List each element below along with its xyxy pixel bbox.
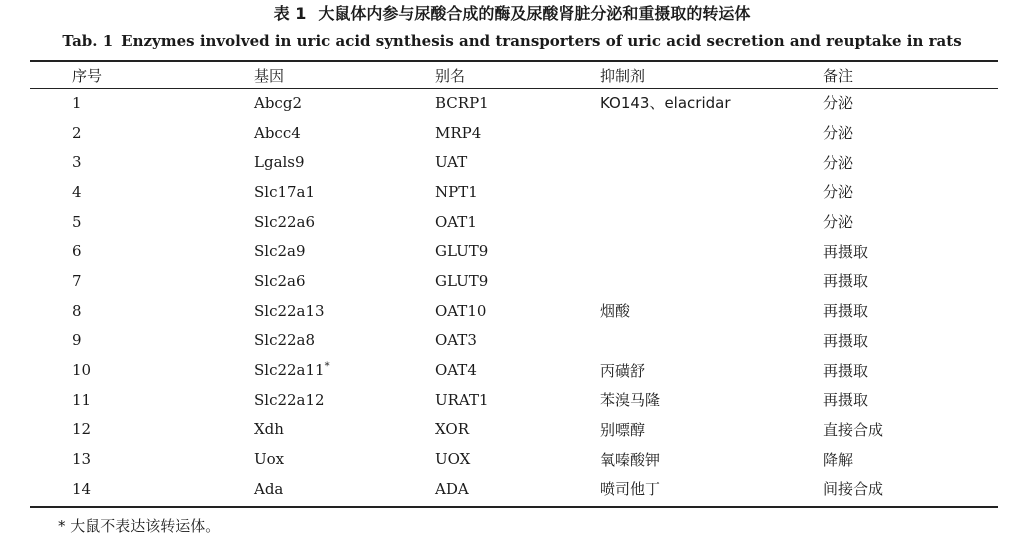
footnote: * 大鼠不表达该转运体。: [58, 517, 221, 535]
cell-serial-number: [30, 474, 210, 504]
cell-alias-text: OAT10: [435, 301, 487, 320]
cell-serial-number: [30, 444, 210, 474]
cell-alias: [390, 296, 555, 326]
cell-inhibitor: [555, 385, 780, 415]
cell-remarks: [780, 88, 998, 118]
cell-remarks: [780, 236, 998, 266]
cell-alias-text: ADA: [435, 479, 469, 498]
header-remarks: 备注: [823, 66, 854, 85]
cell-gene-text: Slc2a6: [254, 271, 306, 290]
table-row: [30, 296, 998, 326]
cell-serial-number-text: 8: [72, 301, 82, 320]
header-inhibitor: 抑制剂: [600, 66, 646, 85]
cell-remarks: [780, 355, 998, 385]
cell-serial-number: [30, 385, 210, 415]
cell-remarks-text: 分泌: [823, 124, 854, 143]
table-title-chinese: [0, 3, 1024, 25]
footnote-marker: *: [324, 361, 330, 373]
cell-gene: [210, 177, 390, 207]
bottom-rule: [30, 506, 998, 508]
cell-serial-number-text: 7: [72, 271, 82, 290]
cell-gene: [210, 444, 390, 474]
cell-alias-text: XOR: [435, 420, 470, 439]
cell-serial-number: [30, 326, 210, 356]
cell-alias-text: OAT4: [435, 361, 477, 380]
table-body: [30, 88, 998, 504]
cell-inhibitor-text: 别嘌醇: [600, 420, 646, 439]
cell-remarks: [780, 147, 998, 177]
cell-inhibitor-text: 苯溴马隆: [600, 391, 661, 410]
cell-inhibitor: [555, 444, 780, 474]
cell-remarks: [780, 266, 998, 296]
cell-remarks-text: 再摄取: [823, 391, 869, 410]
table-row: [30, 177, 998, 207]
cell-gene-text: Uox: [254, 450, 285, 469]
table-row: [30, 474, 998, 504]
cell-serial-number-text: 5: [72, 212, 82, 231]
table-row: [30, 415, 998, 445]
cell-inhibitor: [555, 147, 780, 177]
table-row: [30, 147, 998, 177]
cell-alias: [390, 326, 555, 356]
cell-serial-number: [30, 296, 210, 326]
header-alias: 别名: [435, 66, 466, 85]
cell-inhibitor: [555, 415, 780, 445]
cell-inhibitor: [555, 88, 780, 118]
cell-alias: [390, 207, 555, 237]
cell-serial-number-text: 6: [72, 242, 82, 261]
table-row: [30, 88, 998, 118]
cell-remarks: [780, 207, 998, 237]
cell-alias-text: OAT3: [435, 331, 477, 350]
cell-alias: [390, 118, 555, 148]
cell-remarks-text: 分泌: [823, 94, 854, 113]
cell-alias-text: NPT1: [435, 182, 478, 201]
cell-remarks-text: 再摄取: [823, 331, 869, 350]
cell-gene-text: Slc22a8: [254, 331, 316, 350]
cell-alias-text: URAT1: [435, 390, 489, 409]
cell-inhibitor-text: 喷司他丁: [600, 480, 661, 499]
cell-alias-text: GLUT9: [435, 242, 489, 261]
cell-inhibitor: [555, 355, 780, 385]
cell-alias: [390, 236, 555, 266]
cell-alias: [390, 147, 555, 177]
cell-inhibitor: [555, 474, 780, 504]
table-row: [30, 266, 998, 296]
cell-serial-number-text: 9: [72, 331, 82, 350]
cell-serial-number-text: 10: [72, 361, 92, 380]
table-row: [30, 444, 998, 474]
table-row: [30, 355, 998, 385]
cell-alias: [390, 266, 555, 296]
cell-remarks: [780, 444, 998, 474]
header-gene: 基因: [254, 66, 285, 85]
cell-serial-number-text: 11: [72, 390, 92, 409]
cell-alias-text: UOX: [435, 450, 471, 469]
cell-gene: [210, 236, 390, 266]
cell-alias: [390, 415, 555, 445]
cell-serial-number: [30, 207, 210, 237]
cell-serial-number-text: 4: [72, 182, 82, 201]
cell-alias: [390, 355, 555, 385]
header-serial-number: 序号: [72, 66, 103, 85]
enzyme-transporter-table: [30, 62, 998, 504]
cell-serial-number: [30, 147, 210, 177]
cell-inhibitor-text: 烟酸: [600, 302, 631, 321]
cell-remarks-text: 间接合成: [823, 480, 884, 499]
cell-serial-number-text: 14: [72, 479, 92, 498]
cell-serial-number: [30, 118, 210, 148]
cell-inhibitor-text: 氧嗪酸钾: [600, 450, 661, 469]
cell-gene-text: Xdh: [254, 420, 284, 439]
table-number-en: Tab. 1: [62, 32, 114, 50]
cell-gene: [210, 266, 390, 296]
cell-serial-number-text: 13: [72, 450, 92, 469]
cell-alias: [390, 385, 555, 415]
cell-gene: [210, 207, 390, 237]
cell-serial-number: [30, 236, 210, 266]
cell-gene-text: Lgals9: [254, 153, 305, 172]
cell-remarks-text: 再摄取: [823, 361, 869, 380]
cell-inhibitor: [555, 236, 780, 266]
cell-inhibitor: [555, 177, 780, 207]
cell-gene: [210, 296, 390, 326]
cell-gene: [210, 88, 390, 118]
cell-remarks: [780, 177, 998, 207]
cell-remarks: [780, 326, 998, 356]
cell-remarks-text: 再摄取: [823, 302, 869, 321]
cell-inhibitor: [555, 118, 780, 148]
cell-inhibitor: [555, 326, 780, 356]
header-row: [30, 62, 998, 88]
cell-inhibitor-text: KO143、elacridar: [600, 94, 731, 113]
cell-serial-number: [30, 177, 210, 207]
cell-alias: [390, 444, 555, 474]
cell-gene-text: Slc2a9: [254, 242, 306, 261]
cell-remarks-text: 降解: [823, 450, 854, 469]
cell-remarks-text: 分泌: [823, 213, 854, 232]
cell-gene-text: Slc22a6: [254, 212, 316, 231]
cell-gene-text: Slc22a11: [254, 361, 325, 380]
cell-gene: [210, 385, 390, 415]
cell-gene: [210, 355, 390, 385]
cell-alias-text: GLUT9: [435, 271, 489, 290]
table-caption-en: Enzymes involved in uric acid synthesis and transporters of uric acid secretion and reuptake in rats: [121, 32, 962, 50]
cell-gene: [210, 147, 390, 177]
cell-alias: [390, 177, 555, 207]
cell-remarks: [780, 385, 998, 415]
cell-inhibitor: [555, 266, 780, 296]
cell-remarks: [780, 296, 998, 326]
table-caption-cn: 大鼠体内参与尿酸合成的酶及尿酸肾脏分泌和重摄取的转运体: [318, 4, 751, 23]
table-row: [30, 207, 998, 237]
cell-alias: [390, 88, 555, 118]
cell-remarks-text: 直接合成: [823, 420, 884, 439]
cell-remarks: [780, 474, 998, 504]
cell-gene-text: Ada: [254, 479, 284, 498]
cell-alias-text: BCRP1: [435, 93, 489, 112]
cell-gene-text: Slc22a12: [254, 390, 325, 409]
cell-gene: [210, 326, 390, 356]
cell-alias-text: OAT1: [435, 212, 477, 231]
cell-remarks: [780, 118, 998, 148]
cell-gene: [210, 474, 390, 504]
cell-serial-number-text: 2: [72, 123, 82, 142]
cell-alias-text: MRP4: [435, 123, 482, 142]
cell-remarks-text: 再摄取: [823, 272, 869, 291]
cell-inhibitor: [555, 207, 780, 237]
cell-gene-text: Abcc4: [254, 123, 301, 142]
table-row: [30, 118, 998, 148]
cell-gene-text: Slc17a1: [254, 182, 316, 201]
cell-remarks-text: 再摄取: [823, 242, 869, 261]
cell-remarks: [780, 415, 998, 445]
cell-gene-text: Abcg2: [254, 93, 302, 112]
table-row: [30, 385, 998, 415]
table-row: [30, 236, 998, 266]
cell-serial-number: [30, 355, 210, 385]
cell-serial-number-text: 1: [72, 93, 82, 112]
cell-gene: [210, 415, 390, 445]
table-title-english: [0, 30, 1024, 52]
cell-remarks-text: 分泌: [823, 183, 854, 202]
cell-remarks-text: 分泌: [823, 153, 854, 172]
cell-inhibitor-text: 丙磺舒: [600, 361, 646, 380]
cell-gene-text: Slc22a13: [254, 301, 325, 320]
cell-serial-number: [30, 88, 210, 118]
cell-inhibitor: [555, 296, 780, 326]
cell-alias: [390, 474, 555, 504]
cell-gene: [210, 118, 390, 148]
table-number-cn: 表 1: [273, 4, 307, 23]
cell-serial-number: [30, 266, 210, 296]
cell-serial-number-text: 12: [72, 420, 92, 439]
cell-serial-number-text: 3: [72, 153, 82, 172]
table-row: [30, 326, 998, 356]
cell-serial-number: [30, 415, 210, 445]
cell-alias-text: UAT: [435, 153, 468, 172]
